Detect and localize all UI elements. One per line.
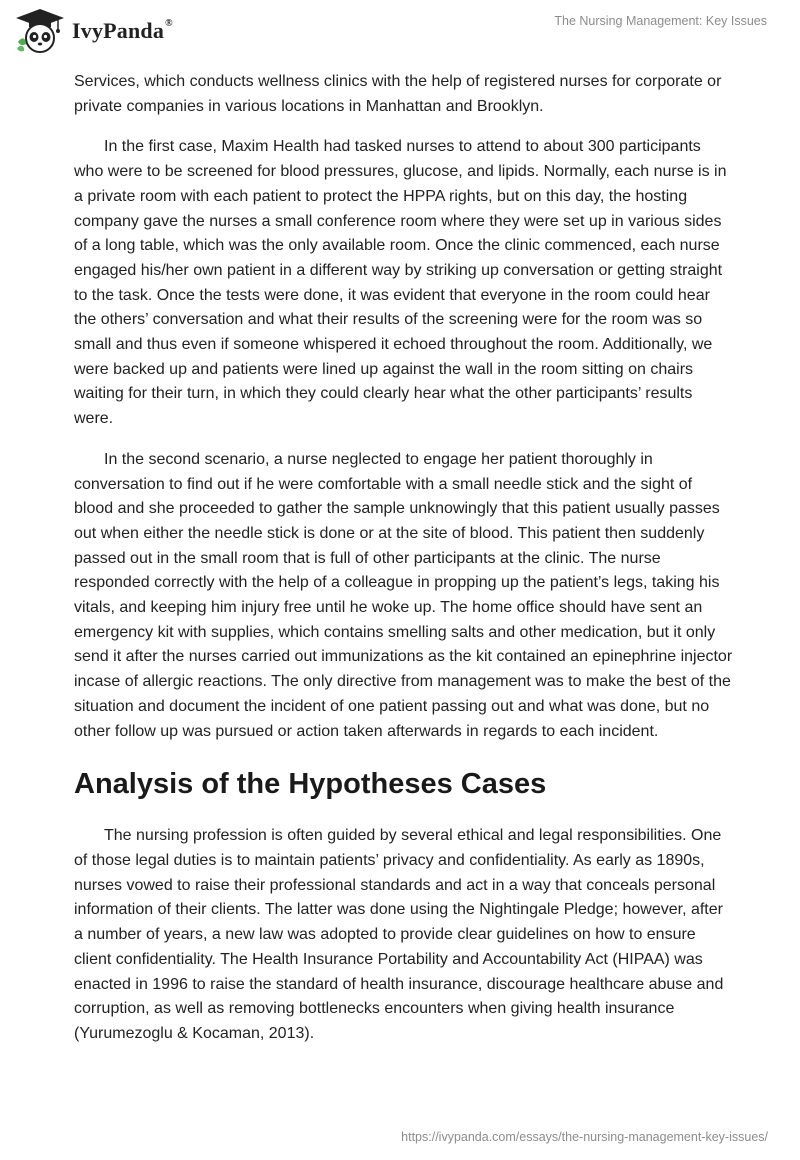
paragraph-continued: Services, which conducts wellness clinics with the help of registered nurses for corporate or private companies in various locations in Manhattan and Brooklyn. [74, 73, 722, 115]
paragraph-first-case: In the first case, Maxim Health had tasked nurses to attend to about 300 participants who were to be screened for blood pressures, glucose, and lipids. Normally, each nurse is in a private room with each patient to protect the HPPA rights, but on this day, the hosting company gave the nurses a small conference room where they were set up in various sides of a long table, which was the only available room. Once the clinic commenced, each nurse engaged his/her own patient in a different way by striking up conversation or getting straight to the task. Once the tests were done, it was evident that everyone in the room could hear the others’ conversation and what their results of the screening were for the room was so small and thus even if someone whispered it echoed throughout the room. Additionally, we were backed up and patients were lined up against the wall in the room sitting on chairs waiting for their turn, in which they could clearly hear what the other participants’ results were. [74, 138, 727, 428]
page-header [0, 0, 800, 60]
section-heading: Analysis of the Hypotheses Cases [74, 768, 547, 801]
source-url[interactable]: https://ivypanda.com/essays/the-nursing-management-key-issues/ [401, 1130, 768, 1144]
paragraph-second-scenario: In the second scenario, a nurse neglected to engage her patient thoroughly in conversation to find out if he were comfortable with a small needle stick and the sight of blood and she proceeded to gather the sample unknowingly that this patient usually passes out when either the needle stick is done or at the site of blood. This patient then suddenly passed out in the small room that is full of other participants at the clinic. The nurse responded correctly with the help of a colleague in propping up the patient’s legs, taking his vitals, and keeping him injury free until he woke up. The home office should have sent an emergency kit with supplies, which contains smelling salts and other medication, but it only send it after the nurses carried out immunizations as the kit contained an epinephrine injector incase of allergic reactions. The only directive from management was to make the best of the situation and document the incident of one patient passing out and what was done, but no other follow up was pursued or action taken afterwards in regards to each incident. [74, 450, 733, 740]
essay-body [74, 70, 734, 1063]
paragraph-analysis: The nursing profession is often guided by several ethical and legal responsibilities. One of those legal duties is to maintain patients’ privacy and confidentiality. As early as 1890s, nurses vowed to raise their professional standards and act in a way that conceals personal information of their clients. The latter was done using the Nightingale Pledge; however, after a number of years, a new law was adopted to provide clear guidelines on how to ensure client confidentiality. The Health Insurance Portability and Accountability Act (HIPAA) was enacted in 1996 to raise the standard of health insurance, discourage healthcare abuse and corruption, as well as removing bottlenecks encounters when giving health insurance (Yurumezoglu & Kocaman, 2013). [74, 827, 724, 1042]
ivypanda-logo[interactable] [14, 8, 173, 54]
brand-name: IvyPanda® [72, 18, 173, 43]
running-title: The Nursing Management: Key Issues [554, 14, 767, 28]
panda-mascot-icon [14, 8, 66, 54]
